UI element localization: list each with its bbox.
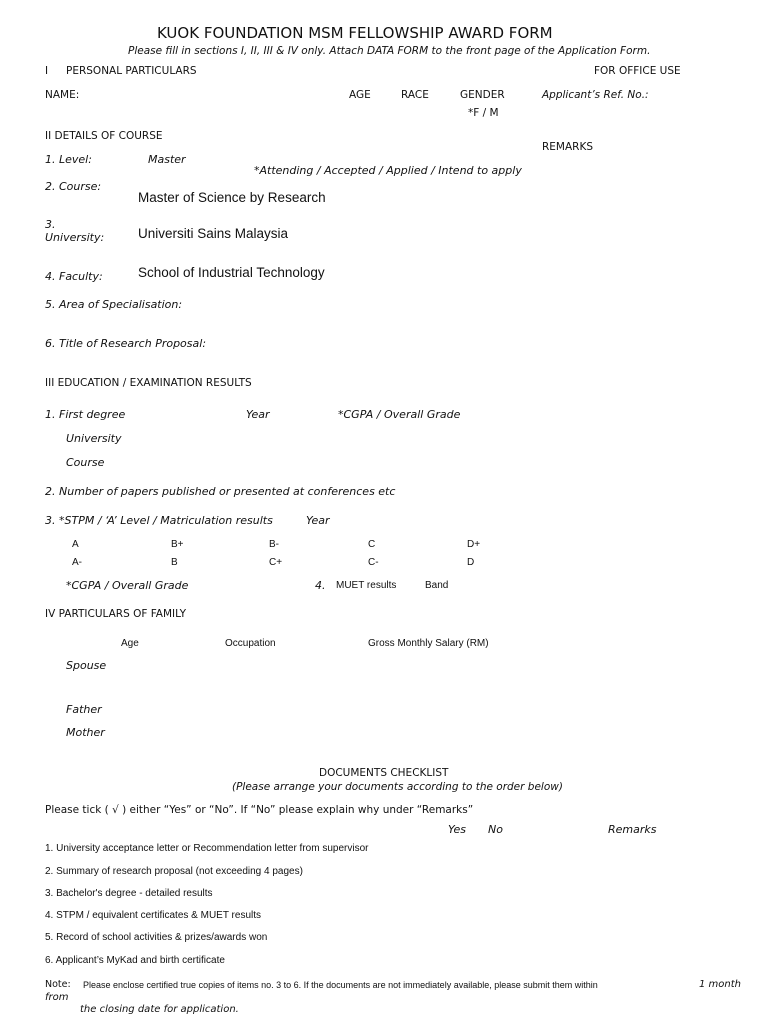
status-options: *Attending / Accepted / Applied / Intend to apply bbox=[254, 164, 522, 177]
level-label: 1. Level: bbox=[45, 153, 92, 166]
section1-heading: PERSONAL PARTICULARS bbox=[66, 65, 197, 77]
stpm-year-label: Year bbox=[306, 514, 330, 527]
checklist-item: 3. Bachelor's degree - detailed results bbox=[45, 888, 213, 899]
grade: C+ bbox=[269, 557, 283, 568]
checklist-item: 1. University acceptance letter or Recommendation letter from supervisor bbox=[45, 843, 369, 854]
year-label: Year bbox=[246, 408, 270, 421]
grade: B- bbox=[269, 539, 279, 550]
research-title-label: 6. Title of Research Proposal: bbox=[45, 337, 207, 350]
yes-column-label: Yes bbox=[448, 823, 467, 836]
muet-number: 4. bbox=[315, 579, 326, 592]
university-label: University: bbox=[45, 231, 105, 244]
section2-heading: II DETAILS OF COURSE bbox=[45, 130, 163, 142]
checklist-item: 4. STPM / equivalent certificates & MUET results bbox=[45, 910, 262, 921]
applicant-ref-label: Applicant’s Ref. No.: bbox=[542, 89, 649, 101]
occupation-label: Occupation bbox=[225, 638, 276, 649]
checklist-item: 2. Summary of research proposal (not exceeding 4 pages) bbox=[45, 866, 303, 877]
first-degree-label: 1. First degree bbox=[45, 408, 126, 421]
course-label: 2. Course: bbox=[45, 180, 102, 193]
note-closing: the closing date for application. bbox=[80, 1004, 239, 1015]
university-number: 3. bbox=[45, 218, 56, 231]
specialisation-label: 5. Area of Specialisation: bbox=[45, 298, 183, 311]
muet-label: MUET results bbox=[336, 580, 397, 591]
band-label: Band bbox=[425, 580, 449, 591]
salary-label: Gross Monthly Salary (RM) bbox=[368, 638, 489, 649]
faculty-value: School of Industrial Technology bbox=[138, 265, 325, 280]
university-value: Universiti Sains Malaysia bbox=[138, 226, 289, 241]
grade: C bbox=[368, 539, 376, 550]
grade: D+ bbox=[467, 539, 481, 550]
grade: B+ bbox=[171, 539, 184, 550]
age-label: AGE bbox=[349, 89, 371, 101]
cgpa2-label: *CGPA / Overall Grade bbox=[66, 579, 189, 592]
checklist-subheading: (Please arrange your documents according to the order below) bbox=[232, 781, 563, 793]
grade: B bbox=[171, 557, 178, 568]
grade: C- bbox=[368, 557, 379, 568]
checklist-item: 5. Record of school activities & prizes/awards won bbox=[45, 932, 268, 943]
level-value: Master bbox=[148, 153, 186, 166]
gender-options: *F / M bbox=[468, 107, 499, 119]
checklist-heading: DOCUMENTS CHECKLIST bbox=[319, 767, 449, 779]
note-label: Note: bbox=[45, 979, 71, 990]
form-title: KUOK FOUNDATION MSM FELLOWSHIP AWARD FORM bbox=[157, 24, 553, 42]
course-value: Master of Science by Research bbox=[138, 190, 326, 205]
spouse-label: Spouse bbox=[66, 659, 107, 672]
note-text: Please enclose certified true copies of items no. 3 to 6. If the documents are not immediately available, please submit them within bbox=[83, 980, 598, 990]
note-from: from bbox=[45, 992, 69, 1003]
remarks-column-label: Remarks bbox=[608, 823, 657, 836]
cgpa-label: *CGPA / Overall Grade bbox=[338, 408, 461, 421]
instructions: Please fill in sections I, II, III & IV only. Attach DATA FORM to the front page of the Application Form. bbox=[128, 45, 651, 57]
note-emphasis: 1 month bbox=[699, 979, 741, 990]
no-column-label: No bbox=[488, 823, 503, 836]
mother-label: Mother bbox=[66, 726, 105, 739]
stpm-label: 3. *STPM / ‘A’ Level / Matriculation results bbox=[45, 514, 273, 527]
papers-label: 2. Number of papers published or presented at conferences etc bbox=[45, 485, 396, 498]
remarks-label: REMARKS bbox=[542, 141, 594, 153]
checklist-instruction: Please tick ( √ ) either “Yes” or “No”. If “No” please explain why under “Remarks” bbox=[45, 804, 474, 816]
section1-number: I bbox=[45, 65, 49, 77]
checklist-item: 6. Applicant’s MyKad and birth certificate bbox=[45, 955, 225, 966]
gender-label: GENDER bbox=[460, 89, 505, 101]
section3-heading: III EDUCATION / EXAMINATION RESULTS bbox=[45, 377, 252, 389]
name-label: NAME: bbox=[45, 89, 80, 101]
family-age-label: Age bbox=[121, 638, 139, 649]
degree-university-label: University bbox=[66, 432, 122, 445]
grade: A- bbox=[72, 557, 82, 568]
grade: A bbox=[72, 539, 79, 550]
section4-heading: IV PARTICULARS OF FAMILY bbox=[45, 608, 187, 620]
father-label: Father bbox=[66, 703, 102, 716]
faculty-label: 4. Faculty: bbox=[45, 270, 103, 283]
race-label: RACE bbox=[401, 89, 429, 101]
office-use-label: FOR OFFICE USE bbox=[594, 65, 681, 77]
grade: D bbox=[467, 557, 475, 568]
degree-course-label: Course bbox=[66, 456, 105, 469]
